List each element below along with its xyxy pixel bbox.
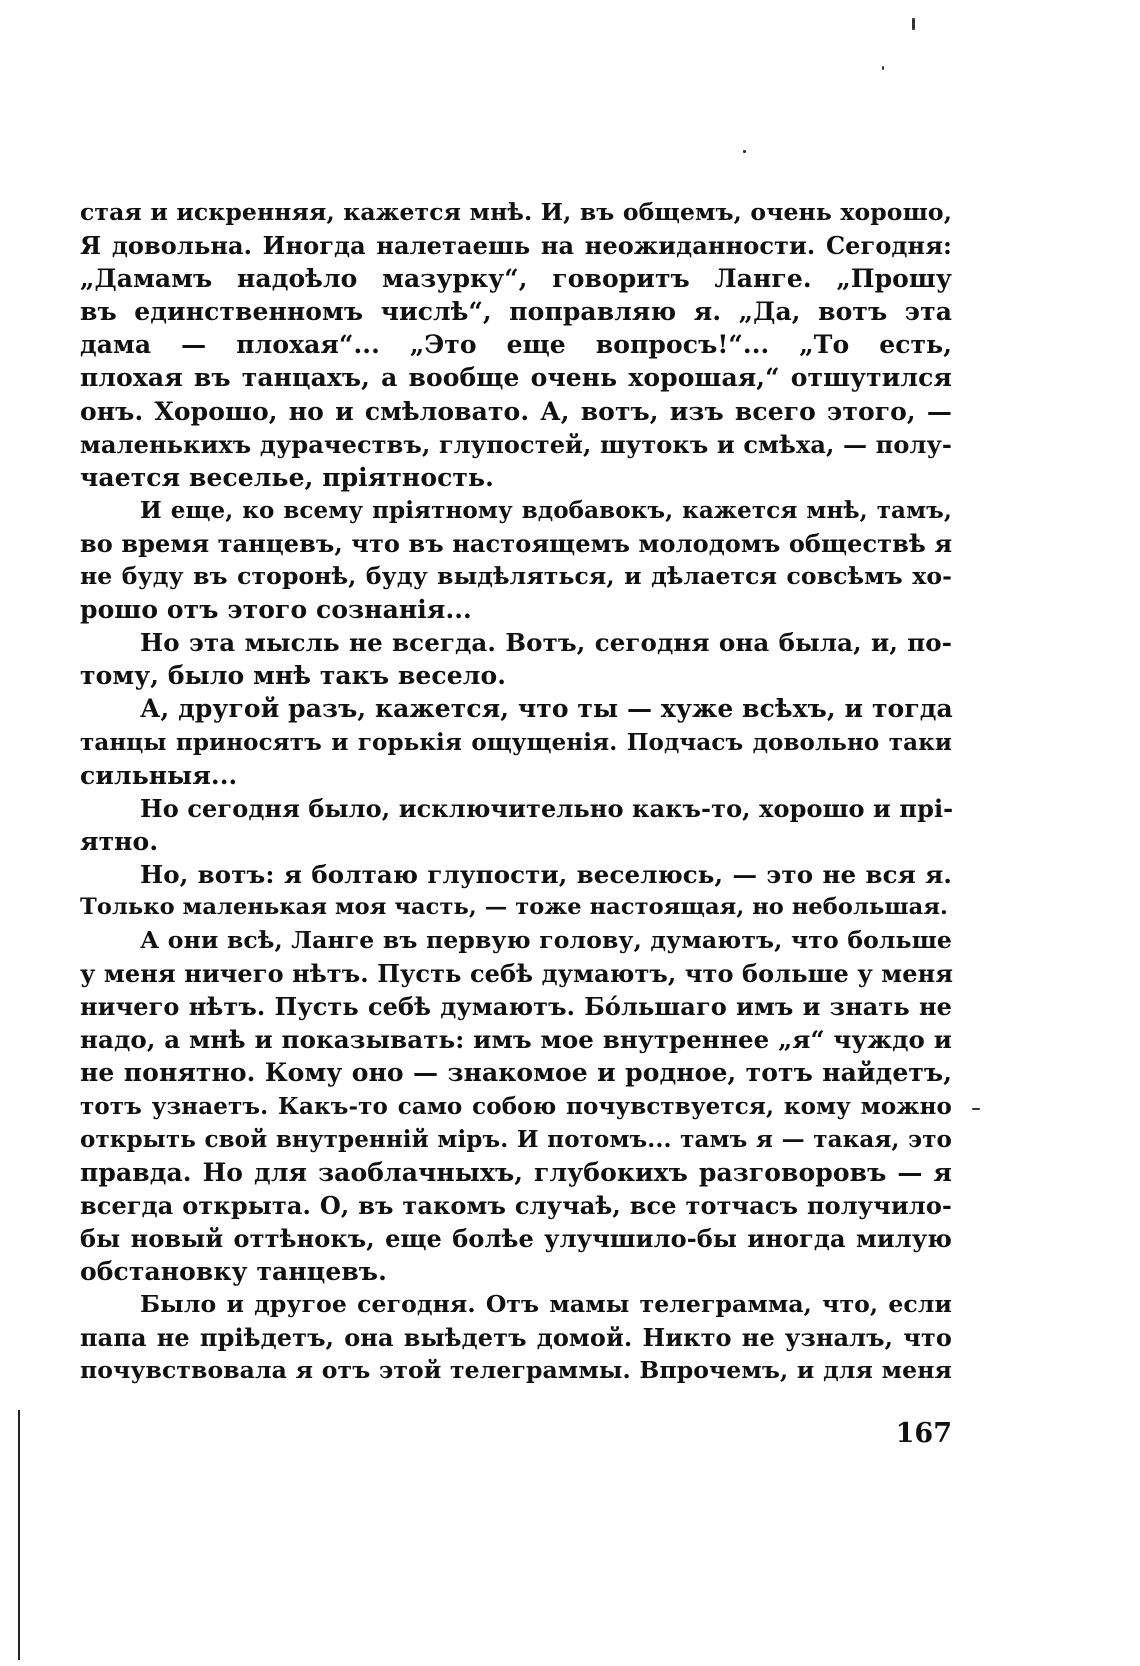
text-line: стая и искренняя, кажется мнѣ. И, въ общемъ, очень хорошо, — [80, 198, 952, 226]
text-line: Только маленькая моя часть, — тоже настоящая, но небольшая. — [80, 893, 948, 920]
text-line: папа не пріѣдетъ, она выѣдетъ домой. Никто не узналъ, что — [80, 1323, 952, 1353]
text-line: онъ. Хорошо, но и смѣловато. А, вотъ, изъ всего этого, — — [80, 396, 952, 426]
page-number: 167 — [895, 1418, 952, 1449]
page-body-text — [80, 196, 952, 1387]
text-line: танцы приносятъ и горькія ощущенія. Подчасъ довольно таки — [80, 728, 952, 756]
text-line: плохая въ танцахъ, а вообще очень хорошая,“ отшутился — [80, 363, 952, 393]
text-line: въ единственномъ числѣ“, поправляю я. „Да, вотъ эта — [80, 297, 952, 327]
text-line: сильныя... — [80, 760, 238, 790]
text-line: „Дамамъ надоѣло мазурку“, говоритъ Ланге. „Прошу — [80, 264, 952, 294]
text-line: рошо отъ этого сознанія... — [80, 595, 472, 625]
scan-speck — [912, 18, 915, 30]
scan-speck — [743, 150, 746, 153]
text-line: Но эта мысль не всегда. Вотъ, сегодня она была, и, по- — [140, 628, 952, 658]
text-line: бы новый оттѣнокъ, еще болѣе улучшило-бы иногда милую — [80, 1223, 952, 1253]
text-line: А, другой разъ, кажется, что ты — хуже всѣхъ, и тогда — [140, 694, 953, 724]
text-line: И еще, ко всему пріятному вдобавокъ, кажется мнѣ, тамъ, — [140, 496, 952, 524]
text-line: чается веселье, пріятность. — [80, 462, 494, 492]
scan-speck — [882, 66, 884, 70]
text-line: ятно. — [80, 826, 159, 856]
text-line: во время танцевъ, что въ настоящемъ молодомъ обществѣ я — [80, 528, 953, 558]
text-line: у меня ничего нѣтъ. Пусть себѣ думаютъ, что больше у меня — [80, 959, 954, 989]
text-line: надо, а мнѣ и показывать: имъ мое внутреннее „я“ чуждо и — [80, 1025, 952, 1055]
text-line: маленькихъ дурачествъ, глупостей, шутокъ и смѣха, — полу- — [80, 429, 952, 459]
text-line: А они всѣ, Ланге въ первую голову, думаютъ, что больше — [140, 926, 952, 955]
text-line: обстановку танцевъ. — [80, 1257, 387, 1286]
text-line: Но сегодня было, исключительно какъ-то, хорошо и прі- — [140, 793, 954, 823]
text-line: ничего нѣтъ. Пусть себѣ думаютъ. Бóльшаго имъ и знать не — [80, 992, 952, 1022]
text-line: не понятно. Кому оно — знакомое и родное, тотъ найдетъ, — [80, 1058, 952, 1088]
text-line: правда. Но для заоблачныхъ, глубокихъ разговоровъ — я — [80, 1157, 952, 1187]
text-line: тотъ узнаетъ. Какъ-то само собою почувствуется, кому можно — [80, 1092, 952, 1120]
text-line: открыть свой внутренній міръ. И потомъ... тамъ я — такая, это — [80, 1125, 952, 1153]
text-line: тому, было мнѣ такъ весело. — [80, 661, 507, 691]
text-line: не буду въ сторонѣ, буду выдѣляться, и дѣлается совсѣмъ хо- — [80, 562, 952, 591]
text-line: почувствовала я отъ этой телеграммы. Впрочемъ, и для меня — [80, 1356, 952, 1385]
text-line: Но, вотъ: я болтаю глупости, веселюсь, — это не вся я. — [140, 859, 952, 889]
text-line: дама — плохая“... „Это еще вопросъ!“... „То есть, — [80, 330, 952, 360]
scan-speck — [972, 1108, 980, 1110]
text-line: Было и другое сегодня. Отъ мамы телеграмма, что, если — [140, 1290, 952, 1319]
text-line: Я довольна. Иногда налетаешь на неожиданности. Сегодня: — [80, 231, 952, 261]
text-line: всегда открыта. О, въ такомъ случаѣ, все тотчасъ получило- — [80, 1190, 952, 1220]
scan-edge — [18, 1410, 20, 1660]
